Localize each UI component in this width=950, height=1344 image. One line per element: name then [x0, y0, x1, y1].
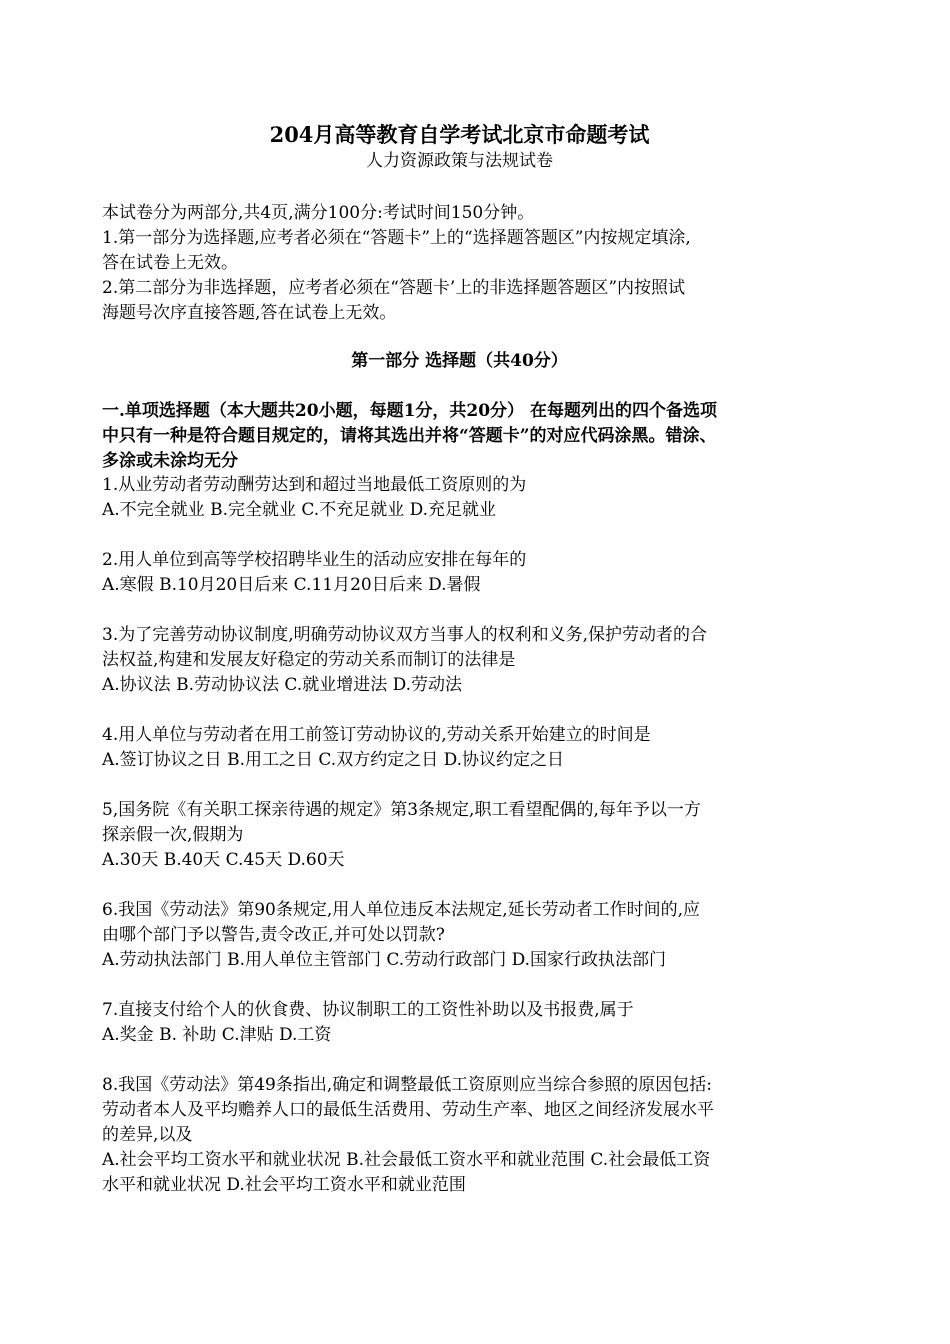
question-options: A.社会平均工资水平和就业状况 B.社会最低工资水平和就业范围 C.社会最低工资: [102, 1150, 711, 1170]
question-options: A.奖金 B. 补助 C.津贴 D.工资: [102, 1025, 332, 1045]
question-options: A.寒假 B.10月20日后来 C.11月20日后来 D.暑假: [102, 575, 481, 595]
question-text: 2.用人单位到高等学校招聘毕业生的活动应安排在每年的: [102, 550, 527, 570]
intro-line: 本试卷分为两部分,共4页,满分100分:考试时间150分钟。: [102, 203, 535, 223]
question-3: [102, 623, 817, 698]
question-text: 8.我国《劳动法》第49条指出,确定和调整最低工资原则应当综合参照的原因包括:: [102, 1075, 712, 1095]
question-8: [102, 1073, 817, 1198]
question-text: 1.从业劳动者劳动酬劳达到和超过当地最低工资原则的为: [102, 475, 527, 495]
question-type-heading: [102, 399, 817, 474]
question-text: 3.为了完善劳动协议制度,明确劳动协议双方当事人的权利和义务,保护劳动者的合: [102, 625, 708, 645]
question-text: 由哪个部门予以警告,责令改正,并可处以罚款?: [102, 925, 445, 945]
question-text: 4.用人单位与劳动者在用工前签订劳动协议的,劳动关系开始建立的时间是: [102, 725, 651, 745]
exam-instructions: [102, 201, 817, 326]
question-text: 探亲假一次,假期为: [102, 825, 244, 845]
section-heading: 第一部分 选择题（共40分）: [351, 351, 568, 371]
question-1: [102, 473, 817, 523]
intro-line: 2.第二部分为非选择题，应考者必须在“答题卡’上的非选择题答题区”内按照试: [102, 278, 686, 298]
question-text: 劳动者本人及平均赡养人口的最低生活费用、劳动生产率、地区之间经济发展水平: [102, 1100, 714, 1120]
question-options: A.协议法 B.劳动协议法 C.就业增进法 D.劳动法: [102, 675, 463, 695]
heading-line: 多涂或未涂均无分: [102, 451, 238, 471]
question-text: 法权益,构建和发展友好稳定的劳动关系而制订的法律是: [102, 650, 516, 670]
question-5: [102, 798, 817, 873]
question-text: 的差异,以及: [102, 1125, 193, 1145]
heading-line: 中只有一种是符合题目规定的，请将其选出并将“答题卡”的对应代码涂黑。错涂、: [102, 426, 717, 446]
question-text: 5,国务院《有关职工探亲待遇的规定》第3条规定,职工看望配偶的,每年予以一方: [102, 800, 701, 820]
question-2: [102, 548, 817, 598]
question-7: [102, 998, 817, 1048]
question-text: 7.直接支付给个人的伙食费、协议制职工的工资性补助以及书报费,属于: [102, 1000, 634, 1020]
intro-line: 1.第一部分为选择题,应考者必须在“答题卡”上的“选择题答题区”内按规定填涂,: [102, 228, 691, 248]
question-options: A.签订协议之日 B.用工之日 C.双方约定之日 D.协议约定之日: [102, 750, 565, 770]
question-6: [102, 898, 817, 973]
document-title: 204月高等教育自学考试北京市命题考试: [269, 122, 650, 147]
question-options: A.不完全就业 B.完全就业 C.不充足就业 D.充足就业: [102, 500, 497, 520]
intro-line: 海题号次序直接答题,答在试卷上无效。: [102, 303, 397, 323]
intro-line: 答在试卷上无效。: [102, 253, 238, 273]
question-options: A.劳动执法部门 B.用人单位主管部门 C.劳动行政部门 D.国家行政执法部门: [102, 950, 667, 970]
heading-line: 一.单项选择题（本大题共20小题，每题1分，共20分） 在每题列出的四个备选项: [102, 401, 717, 421]
question-options: A.30天 B.40天 C.45天 D.60天: [102, 850, 345, 870]
question-options: 水平和就业状况 D.社会平均工资水平和就业范围: [102, 1175, 466, 1195]
document-subtitle: 人力资源政策与法规试卷: [366, 151, 553, 171]
question-list: [102, 473, 817, 1223]
question-4: [102, 723, 817, 773]
question-text: 6.我国《劳动法》第90条规定,用人单位违反本法规定,延长劳动者工作时间的,应: [102, 900, 701, 920]
